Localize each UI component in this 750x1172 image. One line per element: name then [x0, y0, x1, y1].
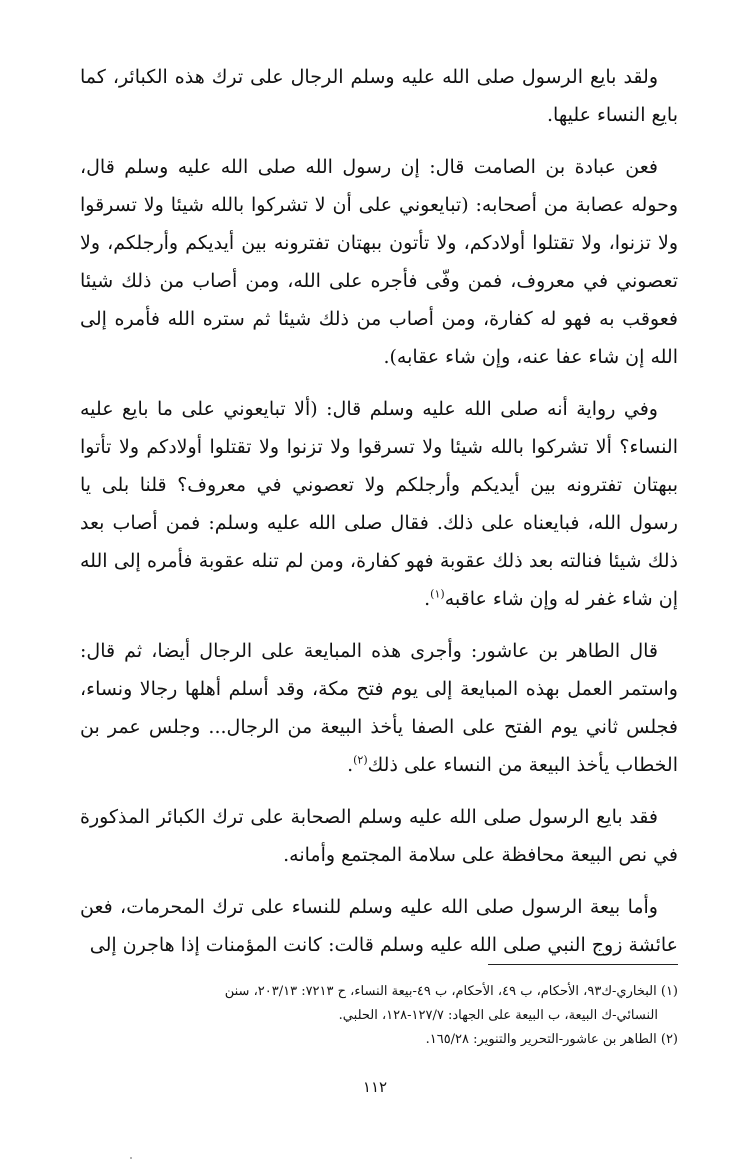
- paragraph-6: [80, 888, 678, 964]
- paragraph-2-text: فعن عبادة بن الصامت قال: إن رسول الله صلى الله عليه وسلم قال، وحوله عصابة من أصحابه: (تبايعوني على أن لا تشركوا بالله شيئا ولا تسرقوا ولا تزنوا، ولا تقتلوا أولادكم، ولا تأتون ببهتان تفترونه بين أيديكم وأرجلكم، ولا تعصوني في معروف، فمن وفّى فأجره على الله، ومن أصاب من ذلك شيئا فعوقب به فهو له كفارة، ومن أصاب من ذلك شيئا ثم ستره الله فأمره إلى الله إن شاء عفا عنه، وإن شاء عقابه).: [80, 156, 678, 368]
- paragraph-2: [80, 148, 678, 376]
- footnote-2: (٢) الطاهر بن عاشور-التحرير والتنوير: ١٦٥/٢٨.: [425, 1032, 678, 1047]
- paragraph-1-text: ولقد بايع الرسول صلى الله عليه وسلم الرجال على ترك هذه الكبائر، كما بايع النساء عليها.: [80, 66, 678, 126]
- footnote-divider: [488, 964, 678, 965]
- paragraph-3-end: .: [424, 588, 431, 610]
- scan-speck: [130, 1157, 132, 1159]
- paragraph-1: [80, 58, 678, 134]
- page-number: ١١٢: [362, 1078, 388, 1096]
- paragraph-4-end: .: [347, 754, 354, 776]
- main-text: [80, 58, 678, 978]
- paragraph-3-text: وفي رواية أنه صلى الله عليه وسلم قال: (ألا تبايعوني على ما بايع عليه النساء؟ ألا تشركوا بالله شيئا ولا تسرقوا ولا تزنوا ولا تقتلوا أولادكم ولا تأتوا ببهتان تفترونه بين أيديكم وأرجلكم ولا تعصوني في معروف؟ قلنا بلى يا رسول الله، فبايعناه على ذلك. فقال صلى الله عليه وسلم: فمن أصاب بعد ذلك شيئا فنالته بعد ذلك عقوبة فهو كفارة، ومن لم تنله عقوبة فأمره إلى الله إن شاء غفر له وإن شاء عاقبه: [80, 398, 678, 610]
- paragraph-4: [80, 632, 678, 784]
- paragraph-5: [80, 798, 678, 874]
- footnotes: [80, 980, 678, 1052]
- paragraph-5-text: فقد بايع الرسول صلى الله عليه وسلم الصحابة على ترك الكبائر المذكورة في نص البيعة محافظة على سلامة المجتمع وأمانه.: [80, 806, 678, 866]
- paragraph-4-text: قال الطاهر بن عاشور: وأجرى هذه المبايعة على الرجال أيضا، ثم قال: واستمر العمل بهذه المبايعة إلى يوم فتح مكة، وقد أسلم أهلها رجالا ونساء، فجلس ثاني يوم الفتح على الصفا يأخذ البيعة من الرجال... وجلس عمر بن الخطاب يأخذ البيعة من النساء على ذلك: [80, 640, 678, 776]
- paragraph-6-text: وأما بيعة الرسول صلى الله عليه وسلم للنساء على ترك المحرمات، فعن عائشة زوج النبي صلى الله عليه وسلم قالت: كانت المؤمنات إذا هاجرن إلى: [80, 896, 678, 956]
- footnote-1-line-2: النسائي-ك البيعة، ب البيعة على الجهاد: ١٢٧/٧-١٢٨، الحلبي.: [338, 1008, 658, 1023]
- footnote-ref-2[interactable]: (٢): [353, 753, 368, 767]
- footnote-ref-1[interactable]: (١): [430, 587, 445, 601]
- paragraph-3: [80, 390, 678, 618]
- footnote-1-line-1: (١) البخاري-ك٩٣، الأحكام، ب ٤٩، الأحكام، ب ٤٩-بيعة النساء، ح ٧٢١٣: ٢٠٣/١٣، سنن: [224, 984, 678, 999]
